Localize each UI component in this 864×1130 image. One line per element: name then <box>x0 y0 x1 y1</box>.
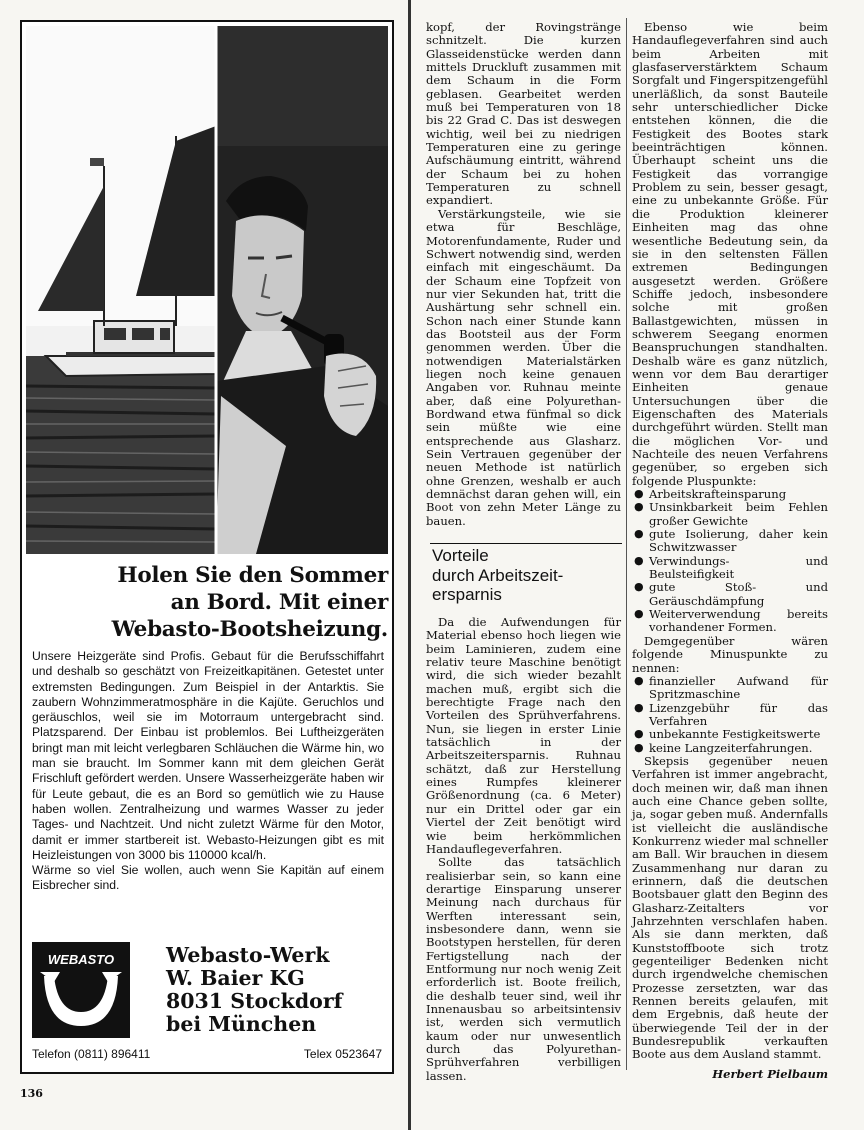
list-item: ● finanzieller Aufwand für Spritzmaschine <box>632 675 828 702</box>
article-column-1-lower <box>426 616 621 1083</box>
article-paragraph: Skepsis gegenüber neuen Verfahren ist immer angebracht, doch meinen wir, daß man ihnen auch eine Chance geben sollte, ja, sogar geben muß. Andernfalls ist vielleicht die ausländische Konkurrenz wieder mal schneller am Ball. Wir brauchen in diesem Zusammenhang nur daran zu erinnern, daß die deutschen Bootsbauer glatt den Beginn des Glasharz-Zeitalters vor Jahrzehnten verschlafen haben. Als sie dann merkten, daß Kunststoffboote sich trotz gegenteiliger Bedenken nicht durch irgendwelche chemischen Prozesse zersetzten, war das Rennen bereits gelaufen, mit dem Ergebnis, daß heute der überwiegende Teil der in der Bundesrepublik verkauften Boote aus dem Ausland stammt. <box>632 753 828 1062</box>
author-byline: Herbert Pielbaum <box>712 1067 828 1081</box>
article-paragraph: Sollte das tatsächlich realisierbar sein, so kann eine derartige Einsparung unserer Meinung nach durchaus für Werften interessant sein, insbesondere dann, wenn sie Bootstypen herstellen, für deren Fertigstellung nach der Entformung nur noch wenig Zeit erforderlich ist. Boote freilich, die deshalb teuer sind, weil ihr Innenausbau so arbeitsintensiv ist, werden sich vermutlich kaum oder nur unwesentlich durch das Polyurethan-Sprühverfahren verbilligen lassen. <box>426 855 621 1083</box>
list-item: ● unbekannte Festigkeitswerte <box>632 728 828 741</box>
list-item: ● gute Stoß- und Geräuschdämpfung <box>632 581 828 608</box>
list-item: ● Lizenzgebühr für das Verfahren <box>632 702 828 729</box>
company-line: 8031 Stockdorf <box>166 989 343 1013</box>
list-item: ● Verwindungs- und Beulsteifigkeit <box>632 555 828 582</box>
column-divider <box>626 18 627 1070</box>
article-column-1 <box>426 21 621 528</box>
list-item: ● Weiterverwendung bereits vorhandener Formen. <box>632 608 828 635</box>
article-paragraph: Demgegenüber wären folgende Minuspunkte zu nennen: <box>632 633 828 675</box>
ad-headline <box>32 562 388 643</box>
subhead-line: Vorteile <box>432 546 489 565</box>
company-line: Webasto-Werk <box>166 943 330 967</box>
list-item: ● Arbeitskrafteinsparung <box>632 488 828 501</box>
company-address <box>166 944 386 1036</box>
page-divider <box>408 0 411 1130</box>
article-column-2 <box>632 21 828 1062</box>
minuspunkte-list <box>632 675 828 755</box>
article-paragraph: kopf, der Rovingstränge schnitzelt. Die kurzen Glasseidenstücke werden dann mittels Druckluft zusammen mit dem Schaum in die Form geblasen. Gearbeitet werden muß bei Temperaturen von 18 bis 22 Grad C. Das ist deswegen wichtig, weil bei zu niedrigen Temperaturen eine zu geringe Aufschäumung eintritt, während der Schaum bei zu hohen Temperaturen zu schnell expandiert. <box>426 20 621 208</box>
ad-headline-line: an Bord. Mit einer <box>170 590 388 615</box>
ad-headline-line: Webasto-Bootsheizung. <box>111 617 388 642</box>
list-item: ● gute Isolierung, daher kein Schwitzwasser <box>632 528 828 555</box>
article-paragraph: Ebenso wie beim Handauflegeverfahren sind auch beim Arbeiten mit glasfaserverstärktem Schaum Sorgfalt und Fingerspitzengefühl unerläßlich, da sonst Bauteile sehr unterschiedlicher Dicke entstehen können, die die Festigkeit des Bootes stark beeinträchtigen können. Überhaupt scheint uns die Festigkeit das vorrangige Problem zu sein, besser gesagt, eine zu unbekannte Größe. Für die Produktion kleinerer Einheiten mag das ohne wesentliche Bedeutung sein, da sie in den seltensten Fällen extremen Bedingungen ausgesetzt werden. Größere Schiffe jedoch, insbesondere solche mit großen Ballastgewichten, müssen in schwerem Seegang enormen Beanspruchungen standhalten. Deshalb wäre es ganz nützlich, wenn vor dem Bau derartiger Einheiten genaue Untersuchungen über die Eigenschaften des Materials durchgeführt würden. Stellt man die möglichen Vor- und Nachteile des neuen Verfahrens gegenüber, so ergeben sich folgende Pluspunkte: <box>632 20 828 488</box>
list-item: ● keine Langzeiterfahrungen. <box>632 742 828 755</box>
list-item: ● Unsinkbarkeit beim Fehlen großer Gewichte <box>632 501 828 528</box>
logo-text: WEBASTO <box>47 952 115 967</box>
sailboat-and-man-photo <box>26 26 388 554</box>
ad-photo <box>26 26 388 554</box>
subhead-rule <box>430 543 622 544</box>
telex-number: Telex 0523647 <box>303 1047 382 1061</box>
article-paragraph: Da die Aufwendungen für Material ebenso hoch liegen wie beim Laminieren, zudem eine relativ teure Maschine benötigt wird, die sich wieder bezahlt machen muß, ergibt sich die berechtigte Frage nach den Vorteilen des Sprühverfahrens. Nun, sie liegen in erster Linie tatsächlich in der Arbeitszeitersparnis. Ruhnau schätzt, daß zur Herstellung eines Rumpfes kleinerer Größenordnung (ca. 6 Meter) nur ein Drittel oder gar ein Viertel der Zeit benötigt wird wie beim herkömmlichen Handauflegeverfahren. <box>426 615 621 856</box>
article-paragraph: Verstärkungsteile, wie sie etwa für Beschläge, Motorenfundamente, Ruder und Schwert notwendig sind, werden einfach mit eingeschäumt. Da der Schaum eine Topfzeit von nur vier Sekunden hat, tritt die Aushärtung sehr schnell ein. Schon nach einer Stunde kann das Bootsteil aus der Form genommen werden. Über die notwendigen Materialstärken liegen noch keine genauen Angaben vor. Ruhnau meinte aber, daß eine Polyurethan-Bordwand etwa fünfmal so dick sein müßte wie eine entsprechende aus Glasharz. Sein Vertrauen gegenüber der neuen Methode ist natürlich ohne Grenzen, weshalb er auch demnächst daran gehen will, ein Boot von zehn Meter Länge zu bauen. <box>426 206 621 528</box>
subhead-line: ersparnis <box>432 585 502 604</box>
ad-body-paragraph: Wärme so viel Sie wollen, auch wenn Sie Kapitän auf einem Eisbrecher sind. <box>32 863 384 893</box>
pluspunkte-list <box>632 488 828 635</box>
ad-body-text <box>32 649 384 894</box>
webasto-advertisement <box>20 20 394 1074</box>
ad-headline-line: Holen Sie den Sommer <box>117 563 388 588</box>
ad-body-paragraph: Unsere Heizgeräte sind Profis. Gebaut für die Berufsschiffahrt und deshalb so geschätzt von Freizeitkapitänen. Getestet unter extremsten Bedingungen. Zum Beispiel in der Antarktis. Sie zaubern Wohnzimmeratmosphäre in die Kajüte. Geruchlos und geräuschlos, weil sie im Motorraum untergebracht sind. Platzsparend. Der Einbau ist problemlos. Bei Luftheizgeräten bringt man mit leicht verlegbaren Schläuchen die Wärme hin, wo man sie braucht. Im Sommer kann mit dem gleichen Gerät Frischluft gefördert werden. Unsere Wasserheizgeräte haben wir für Leute gebaut, die es an Bord so gemütlich wie zu Hause haben wollen. Zentralheizung und warmes Wasser zu jeder Tages- und Nachtzeit. Und nicht zuletzt Wärme für den Motor, damit er immer startbereit ist. Webasto-Heizungen gibt es mit Heizleistungen von 3000 bis 110000 kcal/h. <box>32 649 384 862</box>
webasto-logo <box>32 942 130 1038</box>
phone-number: Telefon (0811) 896411 <box>32 1047 151 1061</box>
webasto-logo-icon <box>32 942 130 1038</box>
subhead-line: durch Arbeitszeit- <box>432 565 564 585</box>
company-line: bei München <box>166 1012 317 1036</box>
page-number: 136 <box>20 1087 43 1100</box>
company-line: W. Baier KG <box>166 966 305 990</box>
section-subhead <box>432 546 624 605</box>
